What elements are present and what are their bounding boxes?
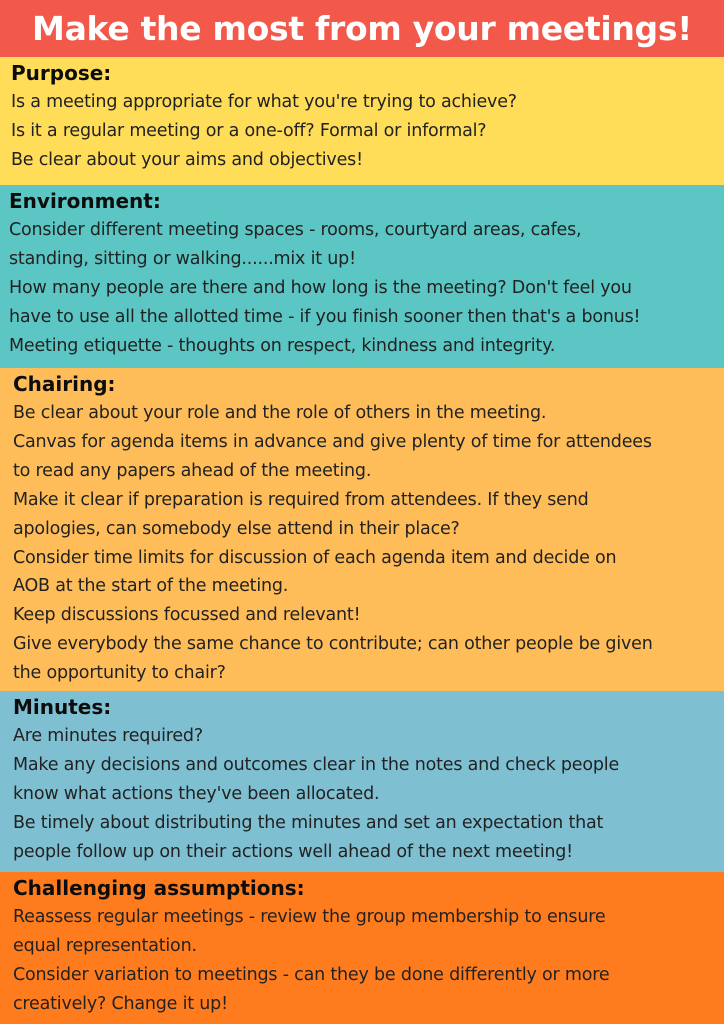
section-line: AOB at the start of the meeting. <box>13 576 289 597</box>
section-line: Is it a regular meeting or a one-off? Formal or informal? <box>11 120 487 141</box>
section-line: equal representation. <box>13 935 197 956</box>
section-chairing <box>0 368 724 691</box>
section-line: Make it clear if preparation is required from attendees. If they send <box>13 489 589 510</box>
section-line: Give everybody the same chance to contribute; can other people be given <box>13 634 653 655</box>
section-line: Is a meeting appropriate for what you're trying to achieve? <box>11 92 517 112</box>
section-line: Be timely about distributing the minutes and set an expectation that <box>13 812 604 833</box>
section-heading: Minutes: <box>13 695 112 719</box>
section-line: Be clear about your role and the role of others in the meeting. <box>13 403 547 423</box>
section-line: people follow up on their actions well ahead of the next meeting! <box>13 841 573 862</box>
section-line: How many people are there and how long is the meeting? Don't feel you <box>9 277 632 298</box>
section-line: Reassess regular meetings - review the group membership to ensure <box>13 907 606 927</box>
section-line: know what actions they've been allocated. <box>13 783 380 804</box>
section-line: Meeting etiquette - thoughts on respect, kindness and integrity. <box>9 335 556 356</box>
section-line: Keep discussions focussed and relevant! <box>13 605 361 626</box>
section-purpose <box>0 57 724 185</box>
section-heading: Challenging assumptions: <box>13 876 305 900</box>
section-line: Consider variation to meetings - can they be done differently or more <box>13 964 610 985</box>
section-heading: Environment: <box>9 189 161 213</box>
page-title: Make the most from your meetings! <box>32 9 692 48</box>
section-line: Canvas for agenda items in advance and give plenty of time for attendees <box>13 431 652 452</box>
section-line: Make any decisions and outcomes clear in the notes and check people <box>13 754 620 775</box>
section-minutes <box>0 691 724 872</box>
section-line: Are minutes required? <box>13 726 203 746</box>
section-line: Be clear about your aims and objectives! <box>11 149 363 170</box>
section-line: have to use all the allotted time - if you finish sooner then that's a bonus! <box>9 306 641 327</box>
section-environment <box>0 185 724 368</box>
section-line: Consider time limits for discussion of each agenda item and decide on <box>13 547 617 568</box>
section-line: standing, sitting or walking......mix it up! <box>9 248 356 269</box>
section-line: the opportunity to chair? <box>13 663 226 684</box>
section-line: Consider different meeting spaces - rooms, courtyard areas, cafes, <box>9 220 582 240</box>
section-heading: Chairing: <box>13 372 116 396</box>
section-heading: Purpose: <box>11 61 112 85</box>
title-banner <box>0 0 724 57</box>
section-line: creatively? Change it up! <box>13 993 228 1014</box>
section-line: apologies, can somebody else attend in their place? <box>13 518 460 539</box>
section-line: to read any papers ahead of the meeting. <box>13 460 372 481</box>
section-challenging-assumptions <box>0 872 724 1024</box>
